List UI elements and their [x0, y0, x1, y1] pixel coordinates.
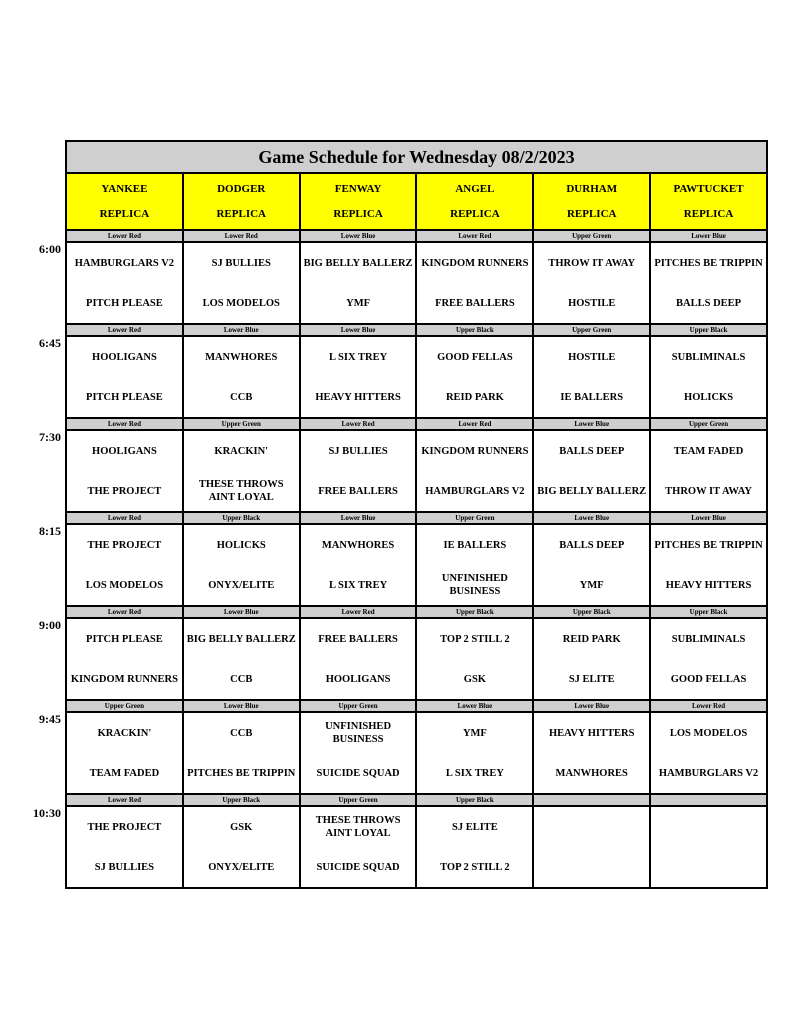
time-slot	[39, 699, 766, 793]
time-slot	[39, 605, 766, 699]
location-label: Lower Blue	[534, 701, 651, 711]
team-away: TEAM FADED	[89, 767, 160, 779]
location-label: Upper Green	[67, 701, 184, 711]
location-label: Lower Red	[301, 419, 418, 429]
games-row	[67, 431, 766, 511]
location-label: Upper Green	[534, 231, 651, 241]
game-cell	[301, 807, 418, 887]
time-slot	[39, 323, 766, 417]
game-cell	[67, 619, 184, 699]
location-label: Lower Blue	[184, 325, 301, 335]
game-cell	[301, 525, 418, 605]
team-home: BIG BELLY BALLERZ	[186, 633, 296, 645]
field-name: DODGER	[217, 183, 266, 196]
game-cell	[67, 431, 184, 511]
games-row	[67, 525, 766, 605]
team-away: PITCHES BE TRIPPIN	[187, 767, 296, 779]
slot-time: 9:00	[39, 618, 61, 632]
slot-time: 7:30	[39, 430, 61, 444]
location-label: Lower Blue	[184, 701, 301, 711]
field-subtitle: REPLICA	[333, 207, 383, 220]
location-label: Upper Green	[301, 795, 418, 805]
team-away: SJ BULLIES	[94, 861, 155, 873]
location-label: Lower Red	[67, 231, 184, 241]
field-subtitle: REPLICA	[99, 207, 150, 220]
game-cell	[534, 337, 651, 417]
location-row	[67, 325, 766, 337]
games-row	[67, 619, 766, 699]
field-subtitle: REPLICA	[683, 207, 734, 220]
location-label: Lower Blue	[691, 231, 726, 240]
location-label: Lower Blue	[691, 513, 726, 522]
team-away	[534, 847, 649, 887]
field-header	[67, 174, 184, 229]
team-home: MANWHORES	[205, 351, 278, 363]
game-cell	[184, 807, 301, 887]
game-cell	[184, 431, 301, 511]
team-home: L SIX TREY	[328, 351, 388, 363]
game-cell	[184, 713, 301, 793]
game-cell	[651, 243, 766, 323]
team-away: L SIX TREY	[445, 767, 504, 779]
game-cell	[651, 525, 766, 605]
game-cell	[651, 713, 766, 793]
team-home: HAMBURGLARS V2	[74, 257, 175, 269]
field-subtitle: REPLICA	[216, 207, 266, 220]
team-home: MANWHORES	[321, 539, 395, 551]
game-cell	[534, 243, 651, 323]
team-home: FREE BALLERS	[318, 633, 398, 645]
team-home: KRACKIN'	[214, 445, 269, 457]
game-cell	[417, 525, 534, 605]
games-row	[67, 713, 766, 793]
location-label: Upper Green	[417, 513, 534, 523]
team-away: GSK	[463, 673, 486, 685]
team-away: YMF	[579, 579, 604, 591]
location-label: Upper Green	[301, 701, 418, 711]
field-header	[301, 174, 418, 229]
game-cell	[301, 713, 418, 793]
team-away: LOS MODELOS	[85, 579, 164, 591]
team-home: HOOLIGANS	[92, 445, 157, 457]
slot-time: 8:15	[39, 524, 61, 538]
time-slots	[33, 231, 766, 887]
team-away: GOOD FELLAS	[670, 673, 747, 685]
location-label: Lower Red	[417, 419, 534, 429]
field-header	[651, 174, 766, 229]
team-away: YMF	[346, 297, 371, 309]
location-label: Upper Green	[534, 325, 651, 335]
team-home: SJ ELITE	[451, 821, 498, 833]
location-row	[67, 231, 766, 243]
game-cell	[417, 619, 534, 699]
team-home: PITCH PLEASE	[86, 633, 163, 645]
game-cell	[67, 807, 184, 887]
field-subtitle: REPLICA	[566, 207, 617, 220]
game-cell	[301, 431, 418, 511]
location-label: Lower Red	[67, 513, 184, 523]
location-row	[67, 701, 766, 713]
team-home: KINGDOM RUNNERS	[421, 257, 529, 269]
game-cell	[417, 431, 534, 511]
location-label: Lower Blue	[534, 419, 651, 429]
location-label	[534, 795, 651, 805]
location-label: Lower Blue	[534, 513, 651, 523]
team-home: SUBLIMINALS	[671, 351, 746, 363]
field-name: FENWAY	[334, 183, 382, 196]
team-home: HEAVY HITTERS	[548, 727, 635, 739]
game-cell	[301, 337, 418, 417]
team-away: ONYX/ELITE	[208, 861, 275, 873]
location-label: Upper Green	[688, 419, 729, 428]
location-label: Lower Blue	[301, 325, 418, 335]
game-cell	[417, 243, 534, 323]
location-label: Upper Black	[184, 795, 301, 805]
game-cell	[184, 243, 301, 323]
game-cell	[534, 431, 651, 511]
team-away: BIG BELLY BALLERZ	[537, 485, 647, 497]
team-home: IE BALLERS	[443, 539, 507, 551]
game-cell	[67, 337, 184, 417]
game-cell	[651, 619, 766, 699]
team-away: UNFINISHED BUSINESS	[441, 573, 508, 597]
team-home: SJ BULLIES	[328, 445, 388, 457]
team-away: SJ ELITE	[568, 673, 615, 685]
field-header	[534, 174, 651, 229]
team-home: HOOLIGANS	[92, 351, 157, 363]
team-home: BALLS DEEP	[559, 539, 625, 551]
time-slot	[39, 417, 766, 511]
team-home: CCB	[230, 727, 253, 739]
team-away: BALLS DEEP	[676, 297, 742, 309]
location-label: Lower Red	[417, 231, 534, 241]
location-label: Upper Green	[184, 419, 301, 429]
team-away: THROW IT AWAY	[665, 485, 752, 497]
team-away: CCB	[230, 673, 253, 685]
field-subtitle: REPLICA	[450, 207, 500, 220]
schedule-title: Game Schedule for Wednesday 08/2/2023	[67, 142, 766, 174]
location-row	[67, 513, 766, 525]
team-home: KRACKIN'	[97, 727, 152, 739]
team-home: GSK	[230, 821, 253, 833]
game-cell	[534, 619, 651, 699]
location-label: Lower Red	[691, 701, 726, 710]
game-cell	[651, 337, 766, 417]
team-away	[651, 847, 766, 887]
location-row	[67, 419, 766, 431]
field-header	[417, 174, 534, 229]
team-home: THESE THROWS AINT LOYAL	[315, 815, 401, 839]
team-away: LOS MODELOS	[202, 297, 280, 309]
location-label: Upper Black	[417, 607, 534, 617]
team-away: MANWHORES	[555, 767, 628, 779]
field-name: DURHAM	[566, 183, 618, 196]
team-home: SUBLIMINALS	[671, 633, 746, 645]
location-label: Upper Black	[534, 607, 651, 617]
team-away: HOSTILE	[568, 297, 616, 309]
location-label: Lower Red	[67, 795, 184, 805]
game-cell	[534, 807, 651, 887]
game-cell	[301, 619, 418, 699]
field-name: ANGEL	[455, 183, 495, 196]
team-home: THE PROJECT	[87, 821, 162, 833]
field-name: YANKEE	[101, 183, 148, 196]
team-away: HOLICKS	[684, 391, 734, 403]
team-home: PITCHES BE TRIPPIN	[654, 257, 763, 269]
team-away: HEAVY HITTERS	[665, 579, 752, 591]
team-home: BALLS DEEP	[559, 445, 625, 457]
team-home: THROW IT AWAY	[548, 257, 636, 269]
field-header-row	[67, 174, 766, 231]
location-label: Lower Red	[67, 607, 184, 617]
team-away: HOOLIGANS	[325, 673, 391, 685]
location-label: Upper Black	[184, 513, 301, 523]
location-label: Lower Blue	[184, 607, 301, 617]
team-away: FREE BALLERS	[435, 297, 515, 309]
location-label: Lower Blue	[301, 231, 418, 241]
team-home	[534, 807, 649, 847]
location-label: Upper Black	[689, 607, 728, 616]
team-away: PITCH PLEASE	[86, 391, 163, 403]
location-label	[651, 795, 766, 805]
game-cell	[417, 713, 534, 793]
team-away: REID PARK	[445, 391, 504, 403]
game-cell	[184, 337, 301, 417]
team-away: SUICIDE SQUAD	[316, 861, 400, 873]
team-home: SJ BULLIES	[211, 257, 271, 269]
slot-time: 6:00	[39, 242, 61, 256]
team-home: YMF	[462, 727, 487, 739]
team-away: ONYX/ELITE	[208, 579, 275, 591]
team-away: PITCH PLEASE	[86, 297, 163, 309]
team-away: THESE THROWS AINT LOYAL	[198, 479, 284, 503]
game-cell	[67, 525, 184, 605]
games-row	[67, 807, 766, 887]
team-home: PITCHES BE TRIPPIN	[654, 539, 763, 551]
location-label: Upper Black	[417, 795, 534, 805]
team-home: TOP 2 STILL 2	[440, 633, 510, 645]
game-cell	[67, 713, 184, 793]
games-row	[67, 337, 766, 417]
schedule-table	[33, 140, 768, 889]
location-label: Lower Red	[67, 325, 184, 335]
slot-time: 10:30	[33, 806, 61, 820]
game-cell	[184, 525, 301, 605]
team-away: THE PROJECT	[87, 485, 162, 497]
team-home: GOOD FELLAS	[437, 351, 513, 363]
team-home: HOSTILE	[568, 351, 616, 363]
team-away: HEAVY HITTERS	[315, 391, 401, 403]
team-home: LOS MODELOS	[669, 727, 748, 739]
location-label: Lower Blue	[301, 513, 418, 523]
field-header	[184, 174, 301, 229]
time-slot	[33, 793, 766, 887]
slot-time: 6:45	[39, 336, 61, 350]
location-label: Lower Red	[301, 607, 418, 617]
team-away: IE BALLERS	[560, 391, 624, 403]
time-slot	[39, 231, 766, 323]
game-cell	[651, 807, 766, 887]
location-label: Upper Black	[689, 325, 728, 334]
team-home: REID PARK	[562, 633, 621, 645]
team-home: TEAM FADED	[673, 445, 744, 457]
team-away: SUICIDE SQUAD	[316, 767, 400, 779]
team-home: THE PROJECT	[87, 539, 162, 551]
location-row	[67, 795, 766, 807]
slot-time: 9:45	[39, 712, 61, 726]
field-name: PAWTUCKET	[673, 183, 744, 196]
team-away: FREE BALLERS	[318, 485, 398, 497]
team-away: L SIX TREY	[328, 579, 388, 591]
location-label: Lower Red	[184, 231, 301, 241]
games-row	[67, 243, 766, 323]
game-cell	[534, 525, 651, 605]
game-cell	[417, 337, 534, 417]
game-cell	[184, 619, 301, 699]
team-away: HAMBURGLARS V2	[425, 485, 525, 497]
team-home: HOLICKS	[216, 539, 266, 551]
game-cell	[67, 243, 184, 323]
team-away: KINGDOM RUNNERS	[70, 673, 178, 685]
game-cell	[651, 431, 766, 511]
time-slot	[39, 511, 766, 605]
team-away: TOP 2 STILL 2	[440, 861, 510, 873]
game-cell	[301, 243, 418, 323]
team-home	[651, 807, 766, 847]
team-home: KINGDOM RUNNERS	[421, 445, 529, 457]
team-home: UNFINISHED BUSINESS	[325, 721, 392, 745]
game-cell	[534, 713, 651, 793]
location-row	[67, 607, 766, 619]
team-away: HAMBURGLARS V2	[658, 767, 759, 779]
team-away: CCB	[230, 391, 253, 403]
team-home: BIG BELLY BALLERZ	[303, 257, 413, 269]
game-cell	[417, 807, 534, 887]
location-label: Lower Red	[67, 419, 184, 429]
location-label: Lower Blue	[417, 701, 534, 711]
location-label: Upper Black	[417, 325, 534, 335]
